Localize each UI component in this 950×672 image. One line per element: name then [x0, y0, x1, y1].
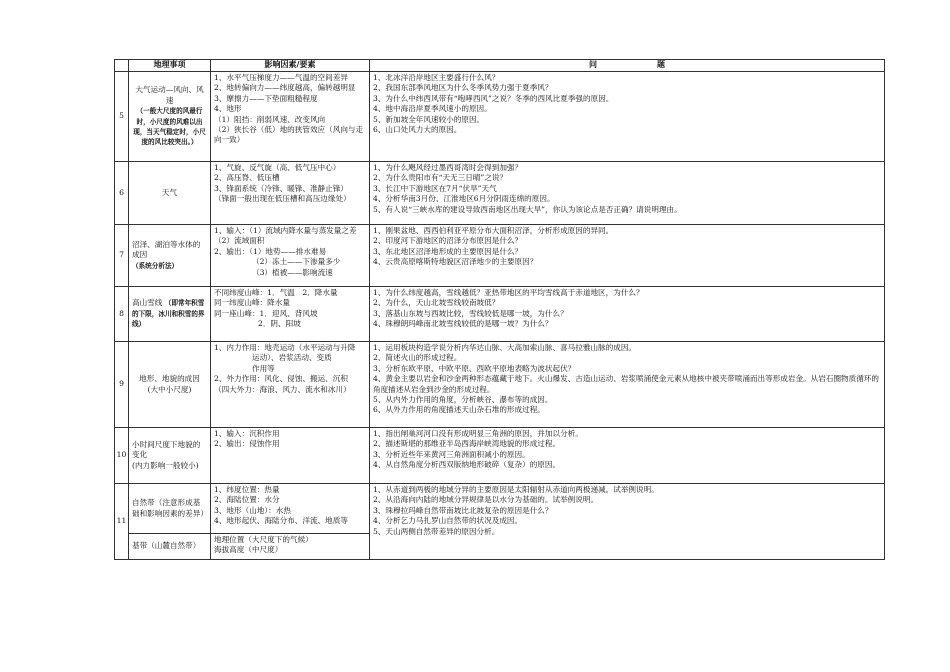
row-factors: 1、纬度位置：热量 2、海陆位置：水分 3、地形（山地）：水热 4、地形起伏、海陆分布、洋流、地质等: [211, 484, 370, 534]
row-topic: 大气运动—风向、风速 （一般大尺度的风最行时，小尺度的风难以出现，当天气稳定时，小尺度的风比较突出。）: [129, 72, 211, 162]
table-row: [115, 162, 885, 225]
table-row: [115, 225, 885, 287]
row-topic: 自然带（注意形成基础和影响因素的差异）: [129, 484, 211, 534]
row-topic: 天气: [129, 162, 211, 225]
header-questions: 问 题: [370, 60, 885, 72]
header-factors: 影响因素/要素: [211, 60, 370, 72]
table-row: [115, 484, 885, 534]
row-questions: 1、北冰洋沿岸地区主要盛行什么风？ 2、我国东部季风地区为什么冬季风势力强于夏季风？ 3、为什么中纬西风带有“咆哮西风”之说？冬季的西风比夏季强的原因。 4、地中海沿岸夏季风速小的原因。 5、新加坡全年风速较小的原因。 6、山口处风力大的原因。: [370, 72, 885, 162]
row-number: 7: [115, 225, 129, 287]
table-row: [115, 428, 885, 484]
row-topic: 地形、地貌的成因 (大中小尺度): [129, 342, 211, 428]
row-factors: 1、水平气压梯度力——气温的空间差异 2、地转偏向力——纬度越高，偏转越明显 3、摩擦力——下垫面粗糙程度 4、地形 （1）阻挡：削弱风速、改变风向 （2）狭长谷（低）地的狭管效应（风向与走向一致）: [211, 72, 370, 162]
header-topic: 地理事项: [129, 60, 211, 72]
row-number: 11: [115, 484, 129, 560]
row-questions: 1、为什么纬度越高，雪线越低？亚热带地区的平均雪线高于赤道地区，为什么？ 2、为什么，天山北坡雪线较南坡低？ 3、落基山东坡与西坡比较，雪线较低是哪一坡，为什么？ 4、珠穆朗玛峰南北坡雪线较低的是哪一坡？为什么？: [370, 287, 885, 342]
row-factors: 1、气旋、反气旋（高、低气压中心） 2、高压脊、低压槽 3、锋面系统（冷锋、暖锋、准静止锋） （锋面一般出现在低压槽和高压边缘处）: [211, 162, 370, 225]
table-row: [115, 342, 885, 428]
row-questions: 1、为什么飓风经过墨西哥湾时会得到加强？ 2、为什么贵阳市有“天无三日晴”之说？ 3、长江中下游地区在7月“伏旱”天气 4、分析华南3月份、江淮地区6月分阴雨连绵的原因。 5、有人说“三峡水库的建设导致西南地区出现大旱”，你认为该论点是否正确？请说明理由。: [370, 162, 885, 225]
row-topic: 高山雪线 （即常年积雪的下限，冰川和积雪的界线）: [129, 287, 211, 342]
row-topic: 小时间尺度下地貌的变化 (内力影响一般较小): [129, 428, 211, 484]
row-factors: 1、内力作用：地壳运动（水平运动与升降 运动）、岩浆活动、变质 作用等 2、外力作用：风化、侵蚀、搬运、沉积 （四大外力：海浪、风力、流水和冰川）: [211, 342, 370, 428]
row-topic: 沼泽、湖泊等水体的成因 （系统分析法）: [129, 225, 211, 287]
row-questions: 1、指出闸巢河河口没有形成明显三角洲的原因，并加以分析。 2、描述斯堪的那维亚半岛西海岸峡湾地貌的形成过程。 3、分析近些年来黄河三角洲面积减小的原因。 4、从自然角度分析西双版纳地形破碎（复杂）的原因。: [370, 428, 885, 484]
table-header-row: [115, 60, 885, 72]
row-questions: 1、从赤道到两极的地域分异的主要原因是太阳辐射从赤道向两极递减。试举例说明。 2、从沿海向内陆的地域分异规律是以水分为基础的。试举例说明。 3、珠穆拉玛峰自然带南坡比北坡复杂的原因是什么？ 4、分析乞力马扎罗山自然带的状况及成因。 5、天山两侧自然带差异的原因分析。: [370, 484, 885, 560]
row-number: 9: [115, 342, 129, 428]
header-index: [115, 60, 129, 72]
row-questions: 1、运用板块构造学说分析内华达山脉、大高加索山脉、喜马拉雅山脉的成因。 2、简述火山的形成过程。 3、分析东欧平原、中欧平原、西欧平原地表略为波状起伏？ 4、黄金主要以岩金和沙金两种形态蕴藏于地下。火山爆发、古造山运动、岩浆喷涌使金元素从地核中被夹带喷涌而出等形成岩金。从岩石圈物质循环的角度描述从岩金到沙金的形成过程。 5、从内外力作用的角度，分析峡谷、瀑布等的成因。 6、从外力作用的角度描述天山杂石堆的形成过程。: [370, 342, 885, 428]
row-number: 5: [115, 72, 129, 162]
table-row: [115, 287, 885, 342]
row-questions: 1、刚果盆地、西西伯利亚平原分布大面积沼泽，分析形成原因的异同。 2、印度河下游地区的沼泽分布原因是什么？ 3、东北地区沼泽地形成的主要原因是什么？ 4、云贵高原喀斯特地貌区沼泽地少的主要原因？: [370, 225, 885, 287]
geography-table: [114, 59, 885, 560]
row-number: 8: [115, 287, 129, 342]
row-factors: 1、输入：（1）流域内降水量与蒸发量之差 （2）流域面积 2、输出：（1）地势——排水难易 （2）冻土——下渗量多少 （3）植被——影响流速: [211, 225, 370, 287]
table-row: [115, 72, 885, 162]
row-factors: 不同纬度山峰：1．气温 2．降水量 同一纬度山峰：降水量 同一座山峰：1．迎风、背风坡 2．阴、阳坡: [211, 287, 370, 342]
row-number: 10: [115, 428, 129, 484]
row-factors: 1、输入：沉积作用 2、输出：侵蚀作用: [211, 428, 370, 484]
row-number: 6: [115, 162, 129, 225]
row-subtopic: 基带（山麓自然带）: [129, 534, 211, 560]
row-subfactors: 地理位置（大尺度下的气候） 海拔高度（中尺度）: [211, 534, 370, 560]
